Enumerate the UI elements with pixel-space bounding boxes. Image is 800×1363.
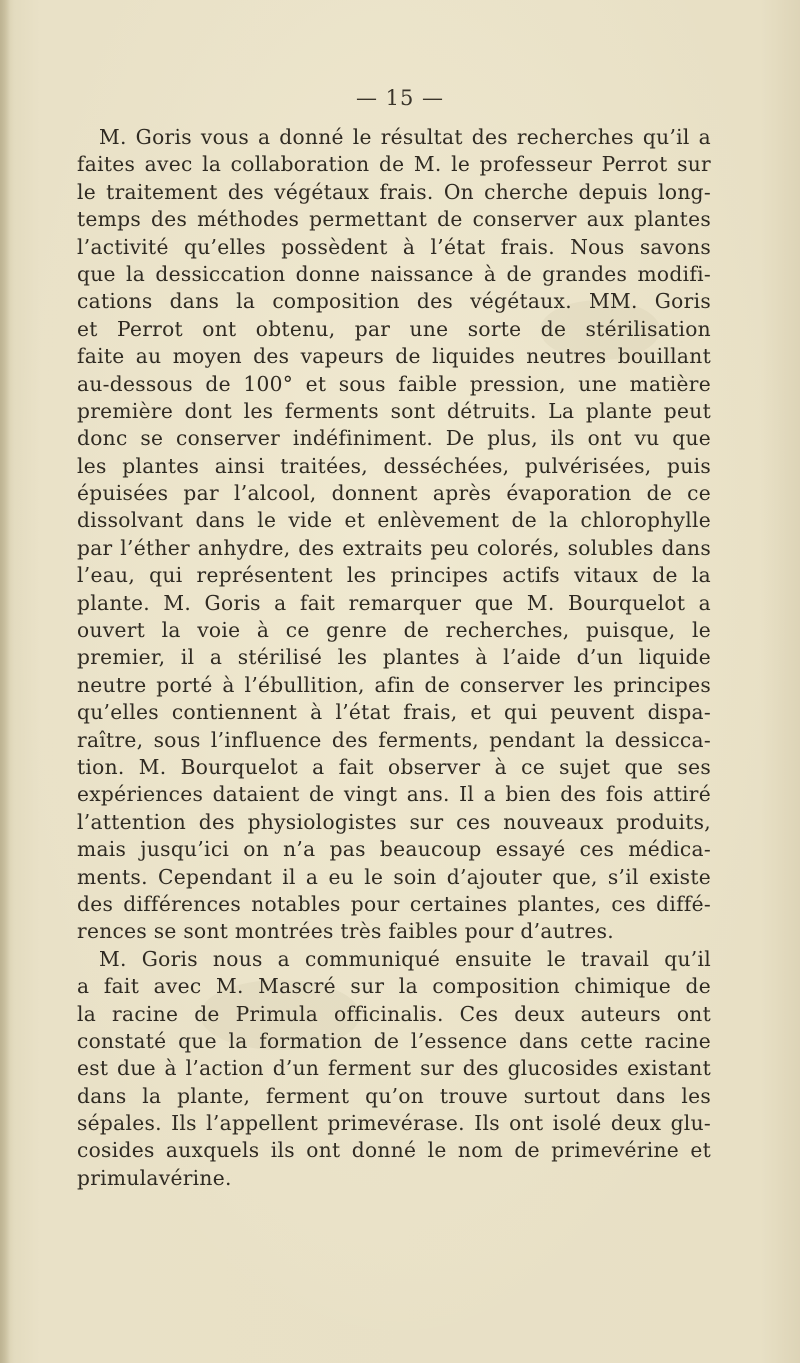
text-line: donc se conserver indéfiniment. De plus, ils ont vu que — [77, 426, 711, 451]
text-line: l’attention des physiologistes sur ces nouveaux produits, — [77, 809, 711, 834]
page-number: — 15 — — [355, 86, 445, 110]
text-line: première dont les ferments sont détruits. La plante peut — [77, 398, 711, 423]
text-line: l’eau, qui représentent les principes actifs vitaux de la — [77, 563, 711, 588]
text-line: le traitement des végétaux frais. On cherche depuis long- — [77, 179, 711, 204]
page-binding-edge — [0, 0, 10, 1363]
body-text — [77, 124, 711, 1192]
text-line: épuisées par l’alcool, donnent après évaporation de ce — [77, 481, 711, 506]
text-line: primulavérine. — [77, 1165, 232, 1190]
text-line: tion. M. Bourquelot a fait observer à ce sujet que ses — [77, 754, 711, 779]
text-line: et Perrot ont obtenu, par une sorte de stérilisation — [77, 316, 711, 341]
text-line: neutre porté à l’ébullition, afin de conserver les principes — [77, 672, 711, 697]
text-line: ouvert la voie à ce genre de recherches, puisque, le — [77, 618, 711, 643]
text-line: temps des méthodes permettant de conserver aux plantes — [77, 207, 711, 232]
text-line: a fait avec M. Mascré sur la composition chimique de — [77, 974, 711, 999]
text-line: par l’éther anhydre, des extraits peu colorés, solubles dans — [77, 535, 711, 560]
text-line: faite au moyen des vapeurs de liquides neutres bouillant — [77, 344, 711, 369]
text-line: dans la plante, ferment qu’on trouve surtout dans les — [77, 1083, 711, 1108]
text-line: raître, sous l’influence des ferments, pendant la dessicca- — [77, 727, 711, 752]
text-line: que la dessiccation donne naissance à de grandes modifi- — [77, 261, 711, 286]
text-line: expériences dataient de vingt ans. Il a bien des fois attiré — [77, 782, 711, 807]
text-line: cations dans la composition des végétaux. MM. Goris — [77, 289, 711, 314]
text-line: premier, il a stérilisé les plantes à l’aide d’un liquide — [77, 645, 711, 670]
text-line: les plantes ainsi traitées, desséchées, pulvérisées, puis — [77, 453, 711, 478]
text-line: dissolvant dans le vide et enlèvement de la chlorophylle — [77, 508, 711, 533]
text-line: qu’elles contiennent à l’état frais, et qui peuvent dispa- — [77, 700, 711, 725]
text-line: au-dessous de 100° et sous faible pression, une matière — [77, 371, 711, 396]
text-line: ments. Cependant il a eu le soin d’ajouter que, s’il existe — [77, 864, 711, 889]
text-line: faites avec la collaboration de M. le professeur Perrot sur — [77, 152, 711, 177]
text-line: M. Goris nous a communiqué ensuite le travail qu’il — [99, 946, 711, 971]
text-line: l’activité qu’elles possèdent à l’état frais. Nous savons — [77, 234, 711, 259]
text-line: M. Goris vous a donné le résultat des recherches qu’il a — [99, 125, 711, 149]
text-line: la racine de Primula officinalis. Ces deux auteurs ont — [77, 1001, 711, 1026]
text-line: des différences notables pour certaines plantes, ces diffé- — [77, 891, 711, 916]
text-line: constaté que la formation de l’essence dans cette racine — [77, 1028, 711, 1053]
text-line: plante. M. Goris a fait remarquer que M. Bourquelot a — [77, 590, 711, 615]
text-line: rences se sont montrées très faibles pour d’autres. — [77, 919, 614, 944]
text-line: mais jusqu’ici on n’a pas beaucoup essayé ces médica- — [77, 837, 711, 862]
text-line: cosides auxquels ils ont donné le nom de primevérine et — [77, 1138, 711, 1163]
text-line: est due à l’action d’un ferment sur des glucosides existant — [77, 1056, 711, 1081]
text-line: sépales. Ils l’appellent primevérase. Ils ont isolé deux glu- — [77, 1111, 711, 1136]
